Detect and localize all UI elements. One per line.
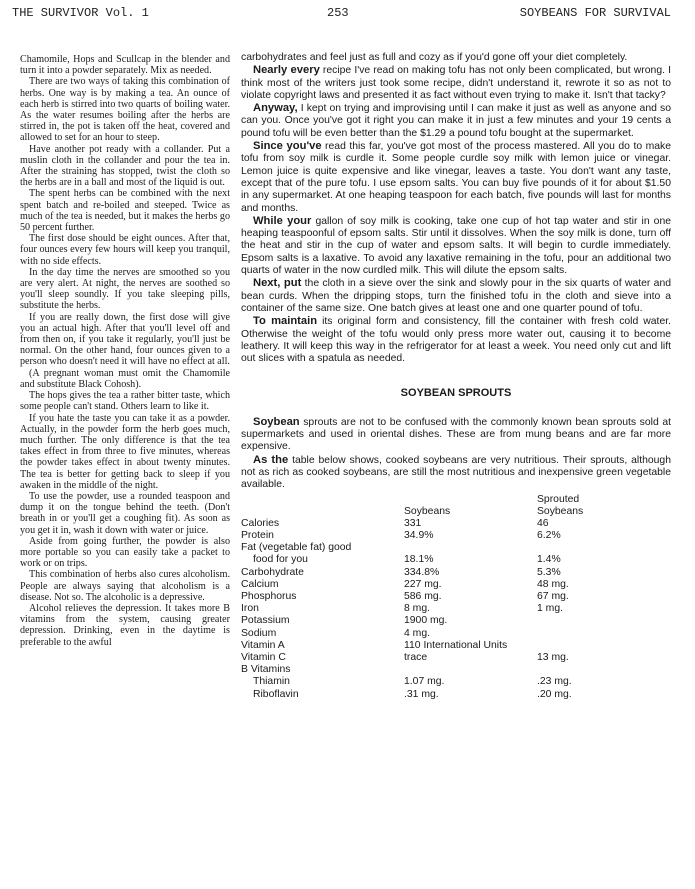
body-paragraph [241, 215, 671, 277]
sprouts-paragraphs [241, 416, 671, 492]
left-paragraph: Alcohol relieves the depression. It takes more B vitamins from the system, causing greater depression. Drinking, even in the daytime is preferable to the awful [20, 602, 230, 648]
lead-in: Since you've [253, 140, 322, 153]
table-header-row [241, 494, 671, 506]
nutrient-label: Fat (vegetable fat) good [241, 542, 352, 554]
body-paragraph [241, 416, 671, 454]
paragraph-text: its original form and consistency, fill the container with fresh cold water. Otherwise the weight of the tofu would only press more water out, causing it to become leathery. It will keep this way in the refrigerator for at least a week. You need only cut and lift out slices with a spatula as needed. [241, 316, 671, 365]
paragraph-text: gallon of soy milk is cooking, take one cup of hot tap water and stir in one heaping teaspoonful of epsom salts. Stir until it dissolves. When the soy milk is done, turn off the heat and stir in the cup of water and epsom salts. It will begin to curdle immediately. Epsom salts is a laxative. To avoid any laxative remaining in the tofu, pour an additional two quarts of water in the now curdled milk. This will dilute the epsom salts. [241, 215, 672, 277]
tofu-paragraphs [241, 64, 671, 365]
left-paragraph: The first dose should be eight ounces. After that, four ounces every few hours will keep you tranquil, with no side effects. [20, 233, 230, 267]
nutrient-label: Calcium [241, 578, 279, 590]
paragraph-text: read this far, you've got most of the process mastered. All you do to make tofu from soy milk is curdle it. Some people curdle soy milk with lemon juice or vinegar. Lemon juice is quite expensive and like vinegar, leaves a taste. You don't want any taste, except that of the pure tofu. I use epsom salts. You can buy five pounds of it for about $1.50 in any supermarket. At one heaping teaspoon for each batch, five pounds will last for months and months. [241, 141, 672, 214]
sprouted-value: 13 mg. [537, 651, 569, 663]
nutrient-label: Vitamin A [241, 639, 285, 651]
left-paragraph: If you hate the taste you can take it as a powder. Actually, in the powder form the herb goes much, much further. The only difference is that the tea takes effect in from three to five minutes, whereas the powder takes effect in about twenty minutes. The tea is better for getting back to sleep if you awaken in the middle of the night. [20, 412, 230, 491]
nutrient-label: food for you [253, 554, 308, 566]
table-row [241, 628, 671, 640]
nutrient-label: Iron [241, 603, 259, 615]
table-row [241, 689, 671, 701]
sprouted-value: Sprouted [537, 493, 580, 505]
table-row [241, 518, 671, 530]
table-row [241, 615, 671, 627]
nutrient-label: Phosphorus [241, 591, 297, 602]
left-paragraph: The hops gives the tea a rather bitter taste, which some people can't stand. Others learn to like it. [20, 390, 230, 413]
lead-in: Next, put [253, 277, 302, 290]
lead-in: Soybean [253, 415, 300, 428]
soybeans-value: 334.8% [404, 566, 440, 578]
paragraph-text: I kept on trying and improvising until I can make it just as well as anyone and so can you. Once you've got it right you can make it in just a few minutes and your 19 cents a pound tofu will be even better than the $1.29 a pound tofu bought at the supermarket. [241, 103, 671, 139]
table-row [241, 579, 671, 591]
lead-in: As the [253, 453, 289, 466]
sprouted-value: 48 mg. [537, 578, 569, 590]
intro-paragraph: carbohydrates and feel just as full and cozy as if you'd gone off your diet completely. [241, 52, 628, 63]
left-paragraph: To use the powder, use a rounded teaspoon and dump it on the tongue behind the teeth. (Don't breath in or you'll get a coughing fit). As soon as you get it in, wash it down with water or juice. [20, 490, 230, 536]
paragraph-text: sprouts are not to be confused with the commonly known bean sprouts sold at supermarkets and used in oriental dishes. These are from mung beans and are far more expensive. [241, 416, 671, 453]
soybeans-value: 34.9% [404, 530, 434, 542]
page-header [12, 6, 671, 24]
soybeans-value: 331 [404, 517, 422, 529]
lead-in: Anyway, [253, 102, 298, 115]
nutrient-label: Sodium [241, 627, 277, 639]
table-row [241, 603, 671, 615]
body-paragraph [241, 315, 671, 365]
soybeans-value: 586 mg. [404, 591, 442, 602]
sprouted-value: Soybeans [537, 505, 584, 517]
soybeans-value: .31 mg. [404, 688, 439, 700]
sprouted-value: 1.4% [537, 554, 561, 566]
left-paragraph: There are two ways of taking this combination of herbs. One way is by making a tea. An ounce of each herb is stirred into two quarts of boiling water. As the water resumes boiling after the herbs are stirred in, the pot is taken off the heat, covered and allowed to set for an hour to steep. [20, 76, 230, 144]
sprouted-value: 1 mg. [537, 603, 563, 615]
soybeans-value: Soybeans [404, 505, 451, 517]
section-title: SOYBEAN SPROUTS [400, 387, 512, 400]
running-title: THE SURVIVOR Vol. 1 [12, 6, 149, 20]
left-paragraph: Chamomile, Hops and Scullcap in the blender and turn it into a powder separately. Mix as needed. [20, 54, 230, 77]
table-row [241, 554, 671, 566]
paragraph-text: the cloth in a sieve over the sink and slowly pour in the six quarts of water and bean curds. When the dripping stops, turn the finished tofu in the cloth and sieve into a container of the same size. One batch gives at least one and one quarter pound of tofu. [241, 278, 671, 314]
body-paragraph [241, 277, 671, 315]
left-paragraph: (A pregnant woman must omit the Chamomile and substitute Black Cohosh). [20, 367, 230, 390]
right-column [241, 52, 671, 701]
nutrient-label: Protein [241, 530, 274, 542]
sprouted-value: .20 mg. [537, 688, 572, 700]
sprouted-value: 5.3% [537, 566, 561, 578]
soybeans-value: 4 mg. [404, 627, 430, 639]
nutrient-label: Riboflavin [253, 688, 299, 700]
sprouted-value: 6.2% [537, 530, 561, 542]
page-number: 253 [327, 6, 349, 20]
soybeans-value: 110 International Units [404, 639, 508, 651]
lead-in: To maintain [253, 315, 318, 328]
soybeans-value: 8 mg. [404, 603, 430, 615]
table-row [241, 640, 671, 652]
nutrient-label: Thiamin [253, 676, 290, 688]
body-paragraph [241, 102, 671, 140]
paragraph-text: table below shows, cooked soybeans are very nutritious. Their sprouts, although not as rich as cooked soybeans, are still the most nutritious and inexpensive green vegetable available. [241, 454, 671, 491]
table-row [241, 652, 671, 664]
sprouted-value: 67 mg. [537, 591, 569, 602]
nutrient-label: Carbohydrate [241, 566, 304, 578]
left-column [20, 54, 230, 648]
lead-in: While your [253, 214, 312, 227]
table-row [241, 530, 671, 542]
nutrient-label: Vitamin C [241, 651, 286, 663]
soybeans-value: 1900 mg. [404, 615, 448, 627]
nutrient-label: B Vitamins [241, 664, 291, 676]
table-row [241, 664, 671, 676]
sprouted-value: .23 mg. [537, 676, 572, 688]
left-paragraph: In the day time the nerves are smoothed so you are very alert. At night, the nerves are soothed so you'll sleep soundly. If you take sleeping pills, substitute the herbs. [20, 266, 230, 312]
nutrient-label: Calories [241, 517, 280, 529]
body-paragraph [241, 64, 671, 102]
chapter-title: SOYBEANS FOR SURVIVAL [519, 6, 671, 20]
left-paragraph: This combination of herbs also cures alcoholism. People are always saying that alcoholism is a disease. Not so. The alcoholic is a depressive. [20, 569, 230, 603]
soybeans-value: 1.07 mg. [404, 676, 445, 688]
table-row [241, 567, 671, 579]
body-paragraph [241, 140, 671, 215]
left-paragraph: If you are really down, the first dose will give you an actual high. After that you'll level off and from then on, if you take it regularly, you'll just be normal. On the other hand, four ounces given to a person who doesn't need it will have no effect at all. [20, 311, 230, 368]
lead-in: Nearly every [253, 64, 320, 77]
left-paragraph: Aside from going further, the powder is also more portable so you can easily take a packet to work or on trips. [20, 535, 230, 570]
soybeans-value: 227 mg. [404, 578, 442, 590]
nutrition-table [241, 494, 671, 701]
table-row [241, 591, 671, 603]
soybeans-value: 18.1% [404, 554, 434, 566]
table-row [241, 542, 671, 554]
body-paragraph [241, 454, 671, 492]
soybeans-value: trace [404, 651, 428, 663]
sprouted-value: 46 [537, 517, 549, 529]
table-row [241, 676, 671, 688]
table-header-row [241, 506, 671, 518]
left-paragraph: Have another pot ready with a collander. Put a muslin cloth in the collander and pour the tea in. After the straining has stopped, twist the cloth so the herbs are in a ball and most of the liquid is out. [20, 143, 230, 189]
nutrient-label: Potassium [241, 615, 290, 627]
paragraph-text: recipe I've read on making tofu has not only been complicated, but wrong. I think most of the writers just took some recipe, didn't understand it, rewrote it so as not to violate copyright laws and presented it as fact without even trying to make it. Isn't that tacky? [241, 65, 671, 101]
left-paragraph: The spent herbs can be combined with the next spent batch and re-boiled and steeped. Twice as much of the tea is needed, but it makes the herbs go 50 percent further. [20, 188, 230, 234]
